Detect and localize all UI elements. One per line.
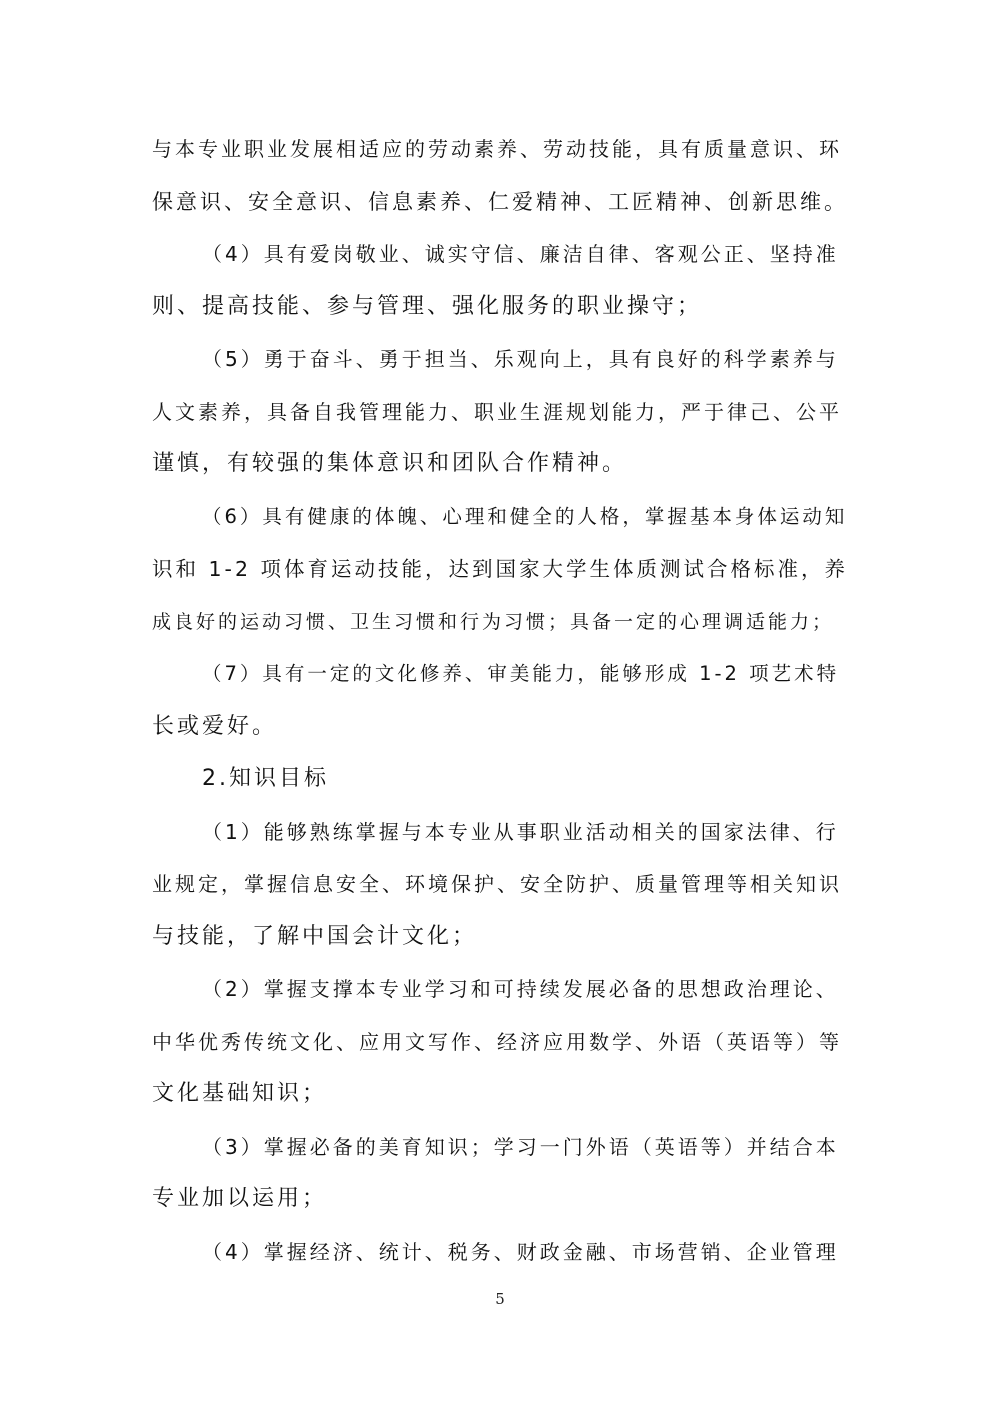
text-line: （1）能够熟练掌握与本专业从事职业活动相关的国家法律、行	[202, 820, 839, 844]
text-line: （6）具有健康的体魄、心理和健全的人格，掌握基本身体运动知	[202, 505, 848, 528]
text-line: 长或爱好。	[152, 714, 278, 739]
text-line: 成良好的运动习惯、卫生习惯和行为习惯；具备一定的心理调适能力；	[152, 611, 835, 633]
text-line: （4）掌握经济、统计、税务、财政金融、市场营销、企业管理	[202, 1240, 839, 1264]
text-line: 中华优秀传统文化、应用文写作、经济应用数学、外语（英语等）等	[152, 1030, 842, 1054]
text-line: （2）掌握支撑本专业学习和可持续发展必备的思想政治理论、	[202, 977, 839, 1001]
text-line: 与技能，了解中国会计文化；	[152, 924, 478, 949]
text-line: （3）掌握必备的美育知识；学习一门外语（英语等）并结合本	[202, 1135, 839, 1159]
text-line: 专业加以运用；	[152, 1186, 328, 1211]
page-number: 5	[495, 1290, 505, 1308]
text-line: 识和 1-2 项体育运动技能，达到国家大学生体质测试合格标准，养	[152, 557, 849, 581]
text-line: 文化基础知识；	[152, 1081, 328, 1106]
text-line: 业规定，掌握信息安全、环境保护、安全防护、质量管理等相关知识	[152, 872, 842, 896]
text-line: （4）具有爱岗敬业、诚实守信、廉洁自律、客观公正、坚持准	[202, 242, 839, 266]
text-line: 人文素养，具备自我管理能力、职业生涯规划能力，严于律己、公平	[152, 400, 842, 424]
text-line: （7）具有一定的文化修养、审美能力，能够形成 1-2 项艺术特	[202, 662, 840, 685]
section-heading: 2.知识目标	[202, 766, 329, 791]
text-line: 则、提高技能、参与管理、强化服务的职业操守；	[152, 294, 703, 319]
text-line: 保意识、安全意识、信息素养、仁爱精神、工匠精神、创新思维。	[152, 190, 848, 214]
text-line: （5）勇于奋斗、勇于担当、乐观向上，具有良好的科学素养与	[202, 347, 839, 371]
text-line: 与本专业职业发展相适应的劳动素养、劳动技能，具有质量意识、环	[152, 137, 842, 161]
text-line: 谨慎，有较强的集体意识和团队合作精神。	[152, 451, 628, 476]
